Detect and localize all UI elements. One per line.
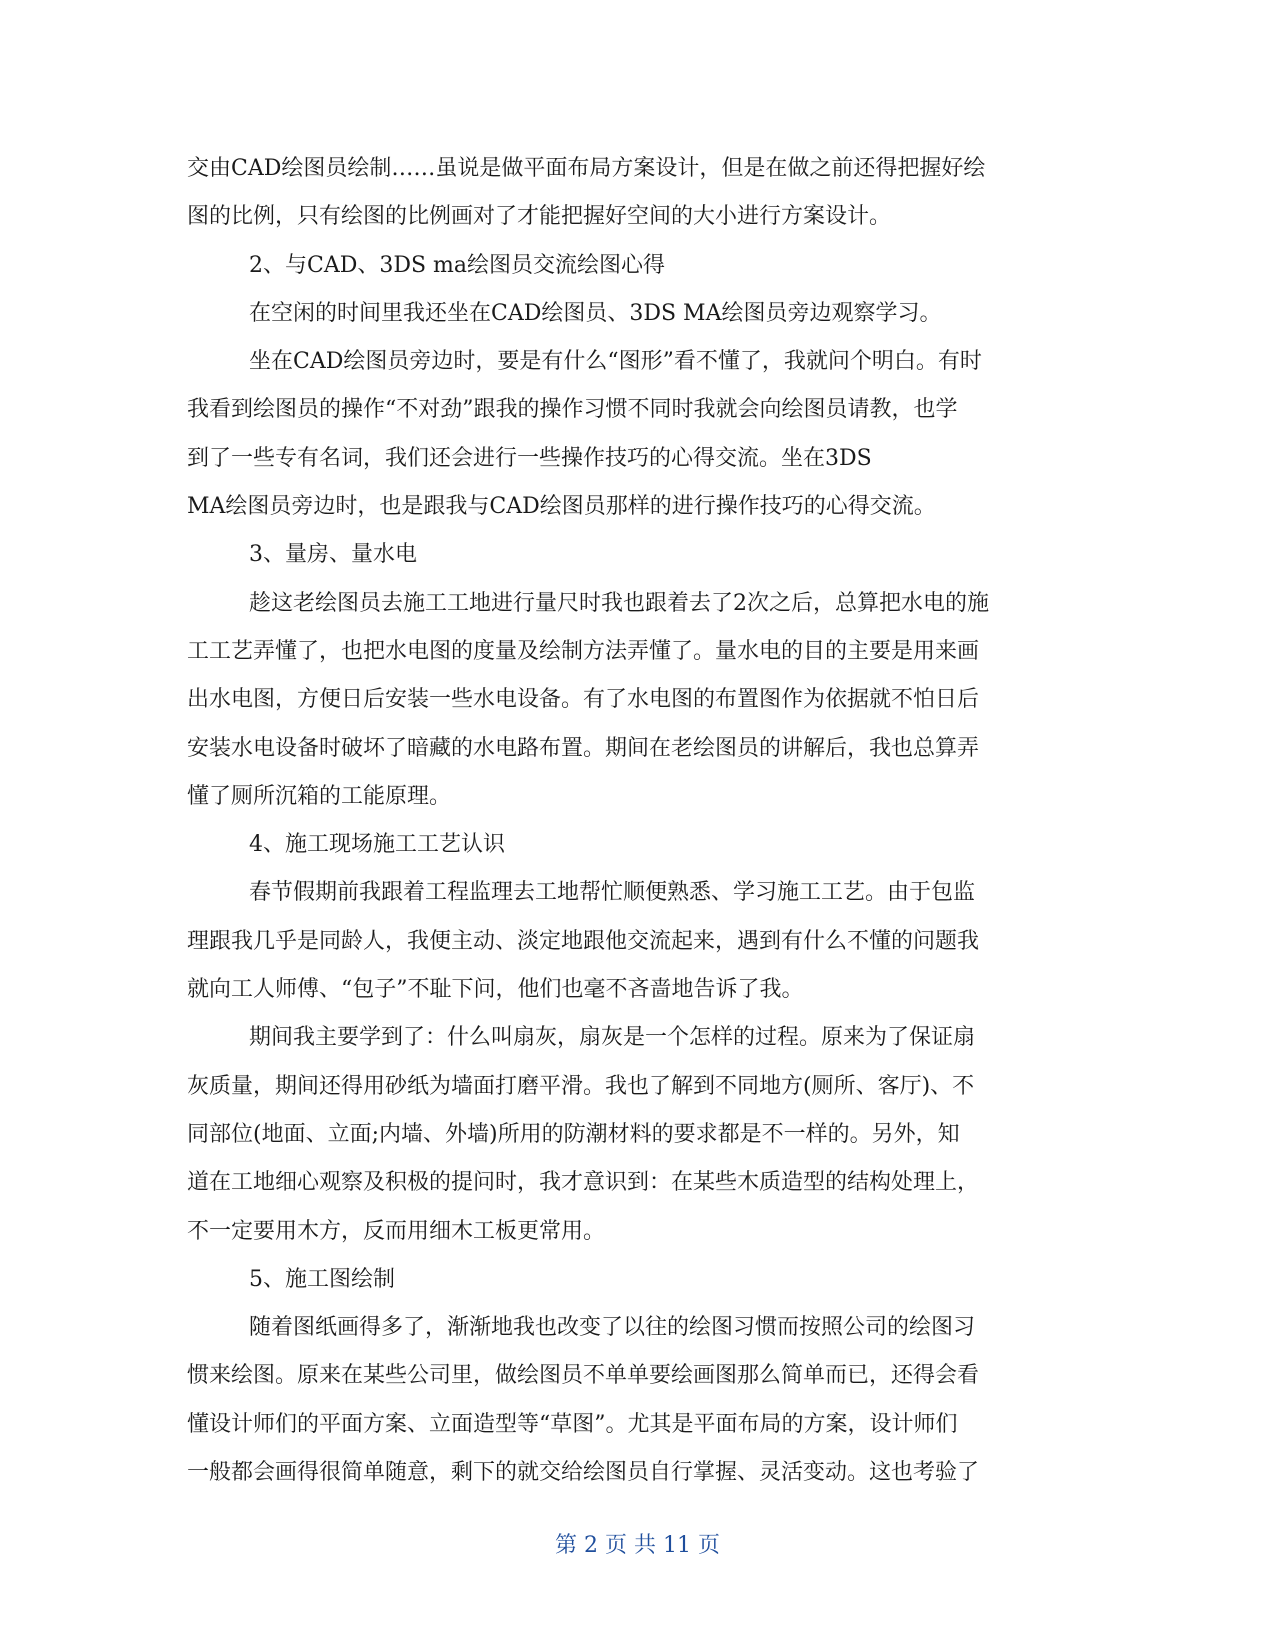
body-line: 理跟我几乎是同龄人，我便主动、淡定地跟他交流起来，遇到有什么不懂的问题我 [187, 928, 980, 954]
section-heading: 3、量房、量水电 [249, 542, 417, 568]
page-number-footer: 第 2 页 共 11 页 [555, 1533, 720, 1558]
body-line: 灰质量，期间还得用砂纸为墙面打磨平滑。我也了解到不同地方(厕所、客厅)、不 [187, 1073, 975, 1099]
body-line: 在空闲的时间里我还坐在CAD绘图员、3DS MA绘图员旁边观察学习。 [249, 300, 942, 326]
body-line: 趁这老绘图员去施工工地进行量尺时我也跟着去了2次之后，总算把水电的施 [249, 590, 989, 616]
body-line: 坐在CAD绘图员旁边时，要是有什么“图形”看不懂了，我就问个明白。有时 [249, 349, 982, 375]
document-body [187, 145, 1087, 1497]
body-line: 懂设计师们的平面方案、立面造型等“草图”。尤其是平面布局的方案，设计师们 [187, 1411, 958, 1437]
body-line: 出水电图，方便日后安装一些水电设备。有了水电图的布置图作为依据就不怕日后 [187, 687, 980, 713]
body-line: 惯来绘图。原来在某些公司里，做绘图员不单单要绘画图那么简单而已，还得会看 [187, 1363, 980, 1389]
body-line: 懂了厕所沉箱的工能原理。 [187, 783, 452, 809]
body-line: 期间我主要学到了：什么叫扇灰，扇灰是一个怎样的过程。原来为了保证扇 [249, 1025, 976, 1051]
body-line: 图的比例，只有绘图的比例画对了才能把握好空间的大小进行方案设计。 [187, 204, 892, 230]
section-heading: 4、施工现场施工工艺认识 [249, 832, 505, 858]
body-line: 道在工地细心观察及积极的提问时，我才意识到：在某些木质造型的结构处理上， [187, 1170, 980, 1196]
body-line: 到了一些专有名词，我们还会进行一些操作技巧的心得交流。坐在3DS [187, 445, 872, 471]
body-line: 同部位(地面、立面;内墙、外墙)所用的防潮材料的要求都是不一样的。另外，知 [187, 1121, 960, 1147]
body-line: 工工艺弄懂了，也把水电图的度量及绘制方法弄懂了。量水电的目的主要是用来画 [187, 638, 980, 664]
section-heading: 2、与CAD、3DS ma绘图员交流绘图心得 [249, 252, 666, 278]
body-line: 我看到绘图员的操作“不对劲”跟我的操作习惯不同时我就会向绘图员请教，也学 [187, 397, 958, 423]
section-heading: 5、施工图绘制 [249, 1266, 395, 1292]
body-line: 就向工人师傅、“包子”不耻下问，他们也毫不吝啬地告诉了我。 [187, 977, 804, 1003]
body-line: 春节假期前我跟着工程监理去工地帮忙顺便熟悉、学习施工工艺。由于包监 [249, 880, 976, 906]
body-line: 交由CAD绘图员绘制……虽说是做平面布局方案设计，但是在做之前还得把握好绘 [187, 156, 986, 181]
body-line: MA绘图员旁边时，也是跟我与CAD绘图员那样的进行操作技巧的心得交流。 [187, 494, 936, 520]
body-line: 一般都会画得很简单随意，剩下的就交给绘图员自行掌握、灵活变动。这也考验了 [187, 1460, 980, 1486]
body-line: 安装水电设备时破坏了暗藏的水电路布置。期间在老绘图员的讲解后，我也总算弄 [187, 735, 980, 761]
body-line: 随着图纸画得多了，渐渐地我也改变了以往的绘图习惯而按照公司的绘图习 [249, 1315, 976, 1341]
body-line: 不一定要用木方，反而用细木工板更常用。 [187, 1218, 606, 1244]
